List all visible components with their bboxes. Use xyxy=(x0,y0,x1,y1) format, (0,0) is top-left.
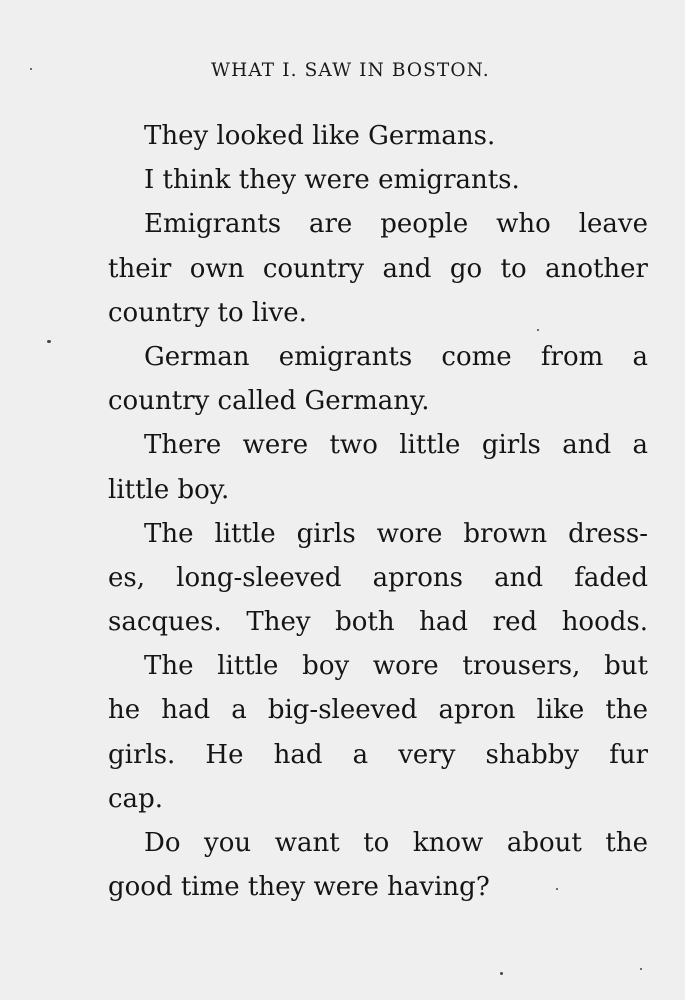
paragraph xyxy=(108,423,648,511)
text-line: The little boy wore trousers, but xyxy=(144,651,648,682)
print-speck xyxy=(556,888,558,890)
text-line: es, long-sleeved aprons and faded xyxy=(108,562,648,593)
paragraph xyxy=(108,335,648,423)
paragraph xyxy=(108,202,648,335)
paragraph xyxy=(108,821,648,909)
text-line: sacques. They both had red hoods. xyxy=(108,607,648,638)
text-line: good time they were having? xyxy=(108,872,490,903)
print-speck xyxy=(640,968,642,970)
text-line: There were two little girls and a xyxy=(144,430,648,461)
text-line: The little girls wore brown dress- xyxy=(144,518,648,549)
text-line: country called Germany. xyxy=(108,386,430,417)
paragraph xyxy=(108,644,648,821)
text-line: girls. He had a very shabby fur xyxy=(108,739,648,770)
text-line: Do you want to know about the xyxy=(144,828,648,858)
print-speck xyxy=(30,68,32,70)
text-line: their own country and go to another xyxy=(108,253,648,284)
paragraph xyxy=(108,512,648,645)
paragraph xyxy=(108,114,648,158)
text-line: I think they were emigrants. xyxy=(144,165,520,196)
paragraph xyxy=(108,158,648,202)
text-line: little boy. xyxy=(108,474,230,505)
running-head: WHAT I. SAW IN BOSTON. xyxy=(211,60,490,81)
text-line: cap. xyxy=(108,783,163,814)
text-line: German emigrants come from a xyxy=(144,341,648,372)
text-line: Emigrants are people who leave xyxy=(144,209,648,240)
print-speck xyxy=(47,340,51,343)
text-line: country to live. xyxy=(108,297,307,328)
body-text xyxy=(108,114,648,909)
text-line: They looked like Germans. xyxy=(144,121,496,151)
text-line: he had a big-sleeved apron like the xyxy=(108,695,648,726)
print-speck xyxy=(500,972,503,975)
print-speck xyxy=(537,329,539,331)
